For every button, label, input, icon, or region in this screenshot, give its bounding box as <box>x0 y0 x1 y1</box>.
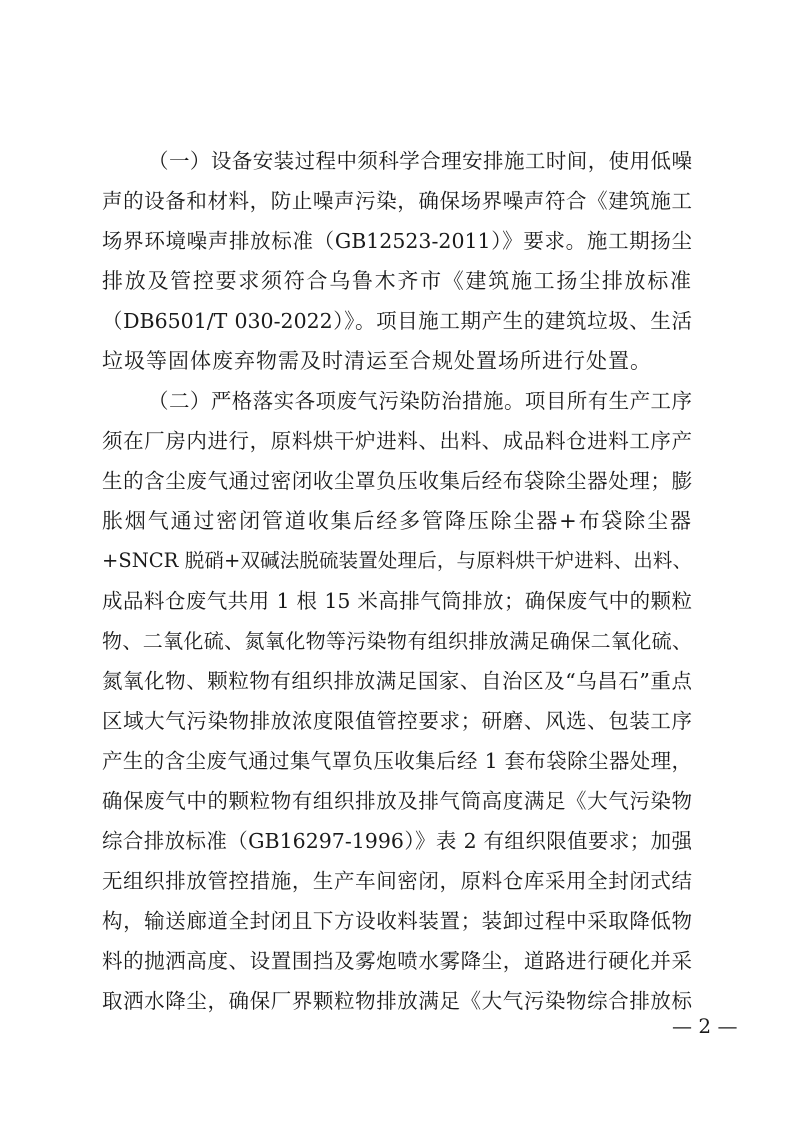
paragraph-2-line: 构，输送廊道全封闭且下方设收料装置；装卸过程中采取降低物 <box>102 909 692 933</box>
page-number: — 2 — <box>672 1014 738 1038</box>
paragraph-2-line: 氮氧化物、颗粒物有组织排放满足国家、自治区及“乌昌石”重点 <box>102 669 692 693</box>
paragraph-2-line: 取洒水降尘，确保厂界颗粒物排放满足《大气污染物综合排放标 <box>102 989 692 1013</box>
paragraph-2-line: +SNCR 脱硝+双碱法脱硫装置处理后，与原料烘干炉进料、出料、 <box>102 549 692 572</box>
paragraph-2-line: 综合排放标准（GB16297-1996）》表 2 有组织限值要求；加强 <box>102 829 692 853</box>
paragraph-2-line: 产生的含尘废气通过集气罩负压收集后经 1 套布袋除尘器处理， <box>102 749 692 773</box>
paragraph-1-line: （一）设备安装过程中须科学合理安排施工时间，使用低噪 <box>148 149 692 173</box>
paragraph-2-line: 生的含尘废气通过密闭收尘罩负压收集后经布袋除尘器处理；膨 <box>102 469 692 493</box>
paragraph-2-line: （二）严格落实各项废气污染防治措施。项目所有生产工序 <box>148 389 692 413</box>
paragraph-2-line: 成品料仓废气共用 1 根 15 米高排气筒排放；确保废气中的颗粒 <box>102 589 692 613</box>
paragraph-1-line: 场界环境噪声排放标准（GB12523-2011）》要求。施工期扬尘 <box>102 229 692 253</box>
paragraph-1-line: 声的设备和材料，防止噪声污染，确保场界噪声符合《建筑施工 <box>102 189 692 213</box>
paragraph-2-line: 物、二氧化硫、氮氧化物等污染物有组织排放满足确保二氧化硫、 <box>102 629 692 653</box>
paragraph-2-line: 料的抛洒高度、设置围挡及雾炮喷水雾降尘，道路进行硬化并采 <box>102 949 692 973</box>
paragraph-1-line: 垃圾等固体废弃物需及时清运至合规处置场所进行处置。 <box>102 349 652 373</box>
paragraph-1-line: （DB6501/T 030-2022）》。项目施工期产生的建筑垃圾、生活 <box>102 309 692 333</box>
paragraph-2-line: 确保废气中的颗粒物有组织排放及排气筒高度满足《大气污染物 <box>102 789 692 813</box>
paragraph-2-line: 无组织排放管控措施，生产车间密闭，原料仓库采用全封闭式结 <box>102 869 692 893</box>
paragraph-2-line: 胀烟气通过密闭管道收集后经多管降压除尘器+布袋除尘器 <box>102 509 692 533</box>
paragraph-2-line: 区域大气污染物排放浓度限值管控要求；研磨、风选、包装工序 <box>102 709 692 733</box>
paragraph-1-line: 排放及管控要求须符合乌鲁木齐市《建筑施工扬尘排放标准 <box>102 269 692 293</box>
paragraph-2-line: 须在厂房内进行，原料烘干炉进料、出料、成品料仓进料工序产 <box>102 429 692 453</box>
